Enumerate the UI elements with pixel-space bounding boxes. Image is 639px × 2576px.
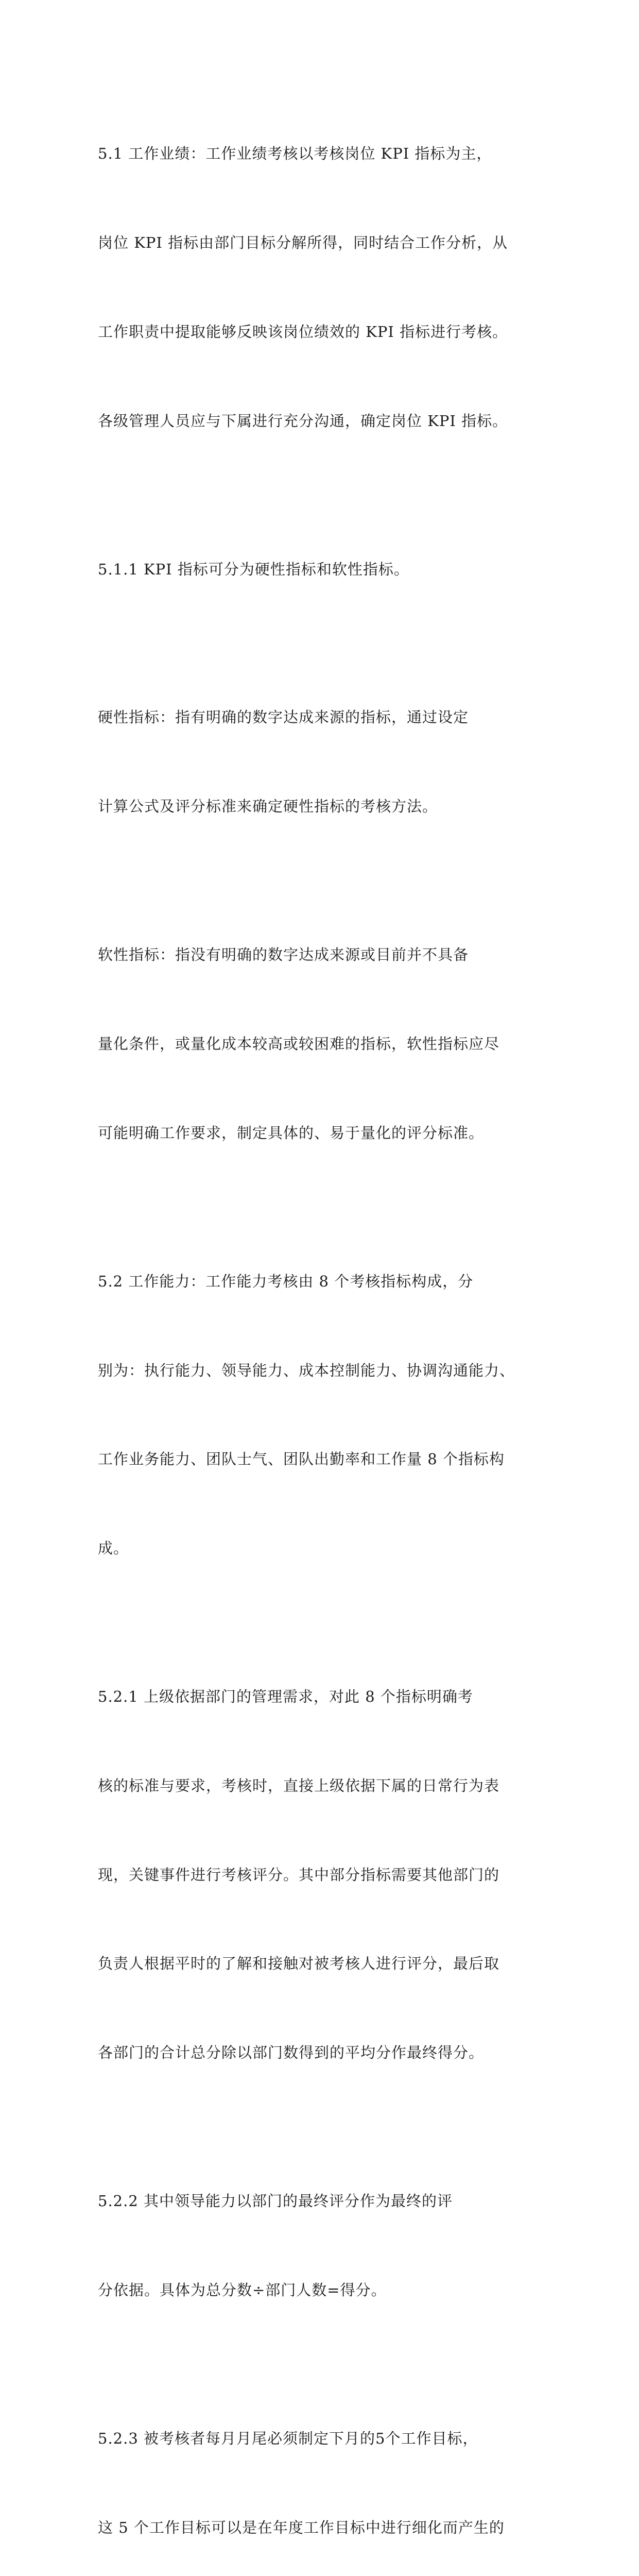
text-line: 计算公式及评分标准来确定硬性指标的考核方法。 [98, 798, 438, 816]
text-line: 5.2 工作能力：工作能力考核由 8 个考核指标构成，分 [98, 1272, 474, 1290]
text-line: 别为：执行能力、领导能力、成本控制能力、协调沟通能力、 [98, 1361, 515, 1379]
text-line: 核的标准与要求，考核时，直接上级依据下属的日常行为表 [98, 1776, 500, 1794]
paragraph-hard-indicators [98, 643, 541, 881]
text-line: 现，关键事件进行考核评分。其中部分指标需要其他部门的 [98, 1866, 500, 1884]
text-line: 这 5 个工作目标可以是在年度工作目标中进行细化而产生的 [98, 2518, 505, 2536]
paragraph-5-2-1 [98, 1623, 541, 2127]
document-body [98, 80, 541, 2576]
text-line: 软性指标：指没有明确的数字达成来源或目前并不具备 [98, 946, 469, 964]
text-line: 负责人根据平时的了解和接触对被考核人进行评分，最后取 [98, 1955, 500, 1973]
paragraph-5-1 [98, 80, 541, 495]
paragraph-5-2-3 [98, 2365, 541, 2576]
paragraph-5-2-2 [98, 2127, 541, 2365]
paragraph-5-1-1 [98, 495, 541, 643]
text-line: 成。 [98, 1539, 129, 1557]
text-line: 分依据。具体为总分数÷部门人数=得分。 [98, 2281, 387, 2299]
text-line: 可能明确工作要求，制定具体的、易于量化的评分标准。 [98, 1124, 485, 1142]
text-line: 硬性指标：指有明确的数字达成来源的指标，通过设定 [98, 708, 469, 726]
paragraph-5-2 [98, 1208, 541, 1623]
text-line: 各级管理人员应与下属进行充分沟通，确定岗位 KPI 指标。 [98, 412, 508, 430]
text-line: 5.2.1 上级依据部门的管理需求，对此 8 个指标明确考 [98, 1688, 473, 1706]
text-line: 5.1.1 KPI 指标可分为硬性指标和软性指标。 [98, 560, 409, 578]
text-line: 5.2.2 其中领导能力以部门的最终评分作为最终的评 [98, 2192, 453, 2210]
text-line: 5.1 工作业绩：工作业绩考核以考核岗位 KPI 指标为主， [98, 145, 492, 163]
text-line: 工作业务能力、团队士气、团队出勤率和工作量 8 个指标构 [98, 1450, 505, 1468]
text-line: 各部门的合计总分除以部门数得到的平均分作最终得分。 [98, 2044, 485, 2062]
text-line: 量化条件，或量化成本较高或较困难的指标，软性指标应尽 [98, 1035, 500, 1053]
text-line: 岗位 KPI 指标由部门目标分解所得，同时结合工作分析，从 [98, 233, 508, 251]
text-line: 工作职责中提取能够反映该岗位绩效的 KPI 指标进行考核。 [98, 323, 508, 341]
paragraph-soft-indicators [98, 881, 541, 1208]
text-line: 5.2.3 被考核者每月月尾必须制定下月的5个工作目标， [98, 2429, 478, 2447]
